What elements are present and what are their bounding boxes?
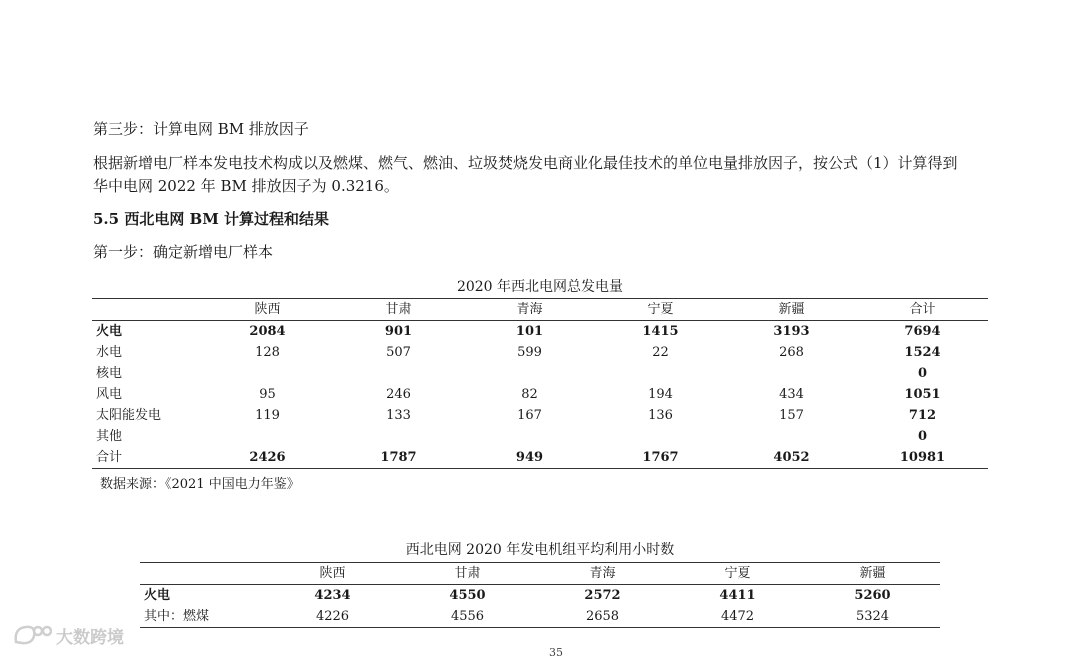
table2-caption: 西北电网 2020 年发电机组平均利用小时数 [405,542,675,558]
table-cell: 4234 [314,588,351,603]
watermark-text: 大数跨境 [56,627,124,648]
table-cell: 1415 [642,324,679,339]
table-cell: 128 [255,345,280,360]
table-row [92,447,988,469]
table2-header-row [140,563,940,585]
row-label: 火电 [144,588,171,603]
table-cell: 157 [779,408,804,423]
header-blank [140,563,265,585]
table-cell: 4556 [400,606,535,628]
table-cell [202,426,333,447]
row-label: 风电 [96,387,123,402]
utilization-hours-table [140,562,940,628]
table-cell: 434 [779,387,804,402]
table-cell: 268 [779,345,804,360]
table-cell: 901 [384,324,413,339]
row-label: 火电 [96,324,123,339]
table-cell: 119 [255,408,280,423]
section-heading: 5.5 西北电网 BM 计算过程和结果 [93,210,330,228]
table-cell [726,363,857,384]
row-label: 水电 [96,345,123,360]
step3-title: 第三步：计算电网 BM 排放因子 [93,120,309,138]
table-cell: 1524 [904,345,941,360]
table-cell: 2084 [249,324,286,339]
column-header: 宁夏 [595,299,726,321]
table-cell [595,363,726,384]
row-label: 核电 [96,366,123,381]
table-cell: 2426 [202,447,333,469]
column-header: 陕西 [265,563,400,585]
table-cell: 2658 [535,606,670,628]
step1-title: 第一步：确定新增电厂样本 [93,243,274,261]
table-cell: 4226 [265,606,400,628]
table-cell: 712 [908,408,937,423]
watermark [12,622,124,648]
column-header: 青海 [535,563,670,585]
table-cell: 4550 [449,588,486,603]
table-cell: 194 [648,387,673,402]
table-cell: 1787 [333,447,464,469]
row-label: 太阳能发电 [96,408,162,423]
brand-logo-icon [12,622,52,648]
column-header: 青海 [464,299,595,321]
table-row [140,585,940,607]
table-cell: 5260 [854,588,891,603]
table-cell: 22 [652,345,669,360]
table-cell: 0 [917,366,928,381]
table-row [92,321,988,343]
table-cell: 82 [521,387,538,402]
table-cell [726,426,857,447]
table-row [92,342,988,363]
table1-source: 数据来源：《2021 中国电力年鉴》 [100,477,300,492]
table-cell: 949 [464,447,595,469]
table-cell [464,363,595,384]
table-cell: 133 [386,408,411,423]
table-cell: 95 [259,387,276,402]
page-number: 35 [549,646,563,659]
column-header: 陕西 [202,299,333,321]
table1-header-row [92,299,988,321]
header-blank [92,299,202,321]
table-cell: 3193 [773,324,810,339]
table-cell [333,363,464,384]
table-cell: 599 [517,345,542,360]
table-cell: 7694 [904,324,941,339]
table-cell [464,426,595,447]
row-label: 合计 [92,447,202,469]
table-cell: 0 [917,429,928,444]
table-cell: 1767 [595,447,726,469]
table-cell: 246 [386,387,411,402]
column-header: 甘肃 [333,299,464,321]
table-cell: 136 [648,408,673,423]
row-label: 其中：燃煤 [140,606,265,628]
table-row [92,363,988,384]
table-row [140,606,940,628]
table-cell: 4052 [726,447,857,469]
table1-caption: 2020 年西北电网总发电量 [456,279,624,295]
table-cell: 101 [515,324,544,339]
table-cell: 1051 [904,387,941,402]
column-header: 新疆 [726,299,857,321]
table-cell: 4472 [670,606,805,628]
row-label: 其他 [96,429,123,444]
table-cell: 507 [386,345,411,360]
table-cell: 10981 [857,447,988,469]
step3-paragraph-line1: 根据新增电厂样本发电技术构成以及燃煤、燃气、燃油、垃圾焚烧发电商业化最佳技术的单位电量排放因子，按公式（1）计算得到 [93,154,958,172]
table-cell: 4411 [719,588,756,603]
table-cell [202,363,333,384]
column-header: 甘肃 [400,563,535,585]
generation-table [92,298,988,469]
table-row [92,426,988,447]
table-cell: 167 [517,408,542,423]
table-cell [595,426,726,447]
table-cell: 5324 [805,606,940,628]
column-header: 合计 [857,299,988,321]
table-row [92,405,988,426]
table-cell [333,426,464,447]
table-cell: 2572 [584,588,621,603]
column-header: 新疆 [805,563,940,585]
step3-paragraph-line2: 华中电网 2022 年 BM 排放因子为 0.3216。 [93,177,399,195]
column-header: 宁夏 [670,563,805,585]
table-row [92,384,988,405]
